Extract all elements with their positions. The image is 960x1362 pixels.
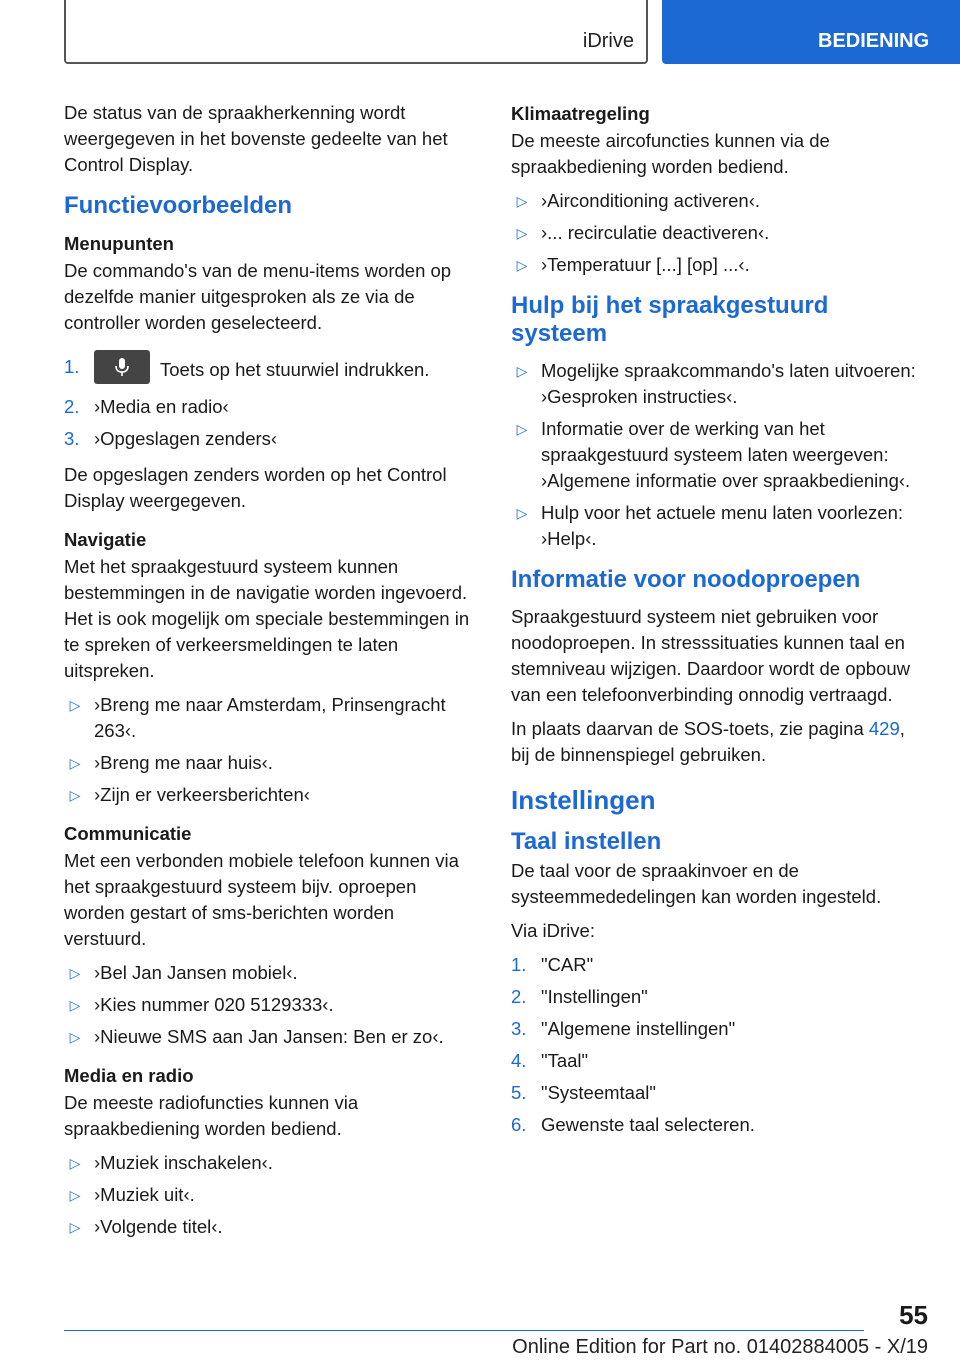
heading-menupunten: Menupunten	[64, 233, 174, 254]
footer-edition: Online Edition for Part no. 01402884005 - X/19	[512, 1336, 928, 1358]
list-item	[511, 1112, 923, 1138]
header-chapter-tab	[662, 0, 960, 64]
triangle-right-icon: ▷	[516, 193, 528, 209]
step-number: 3.	[64, 428, 80, 449]
list-item	[64, 750, 476, 776]
step-text: Gewenste taal selecteren.	[541, 1114, 755, 1135]
list-item-text: ›Breng me naar Amsterdam, Prinsengracht 263‹.	[94, 694, 446, 741]
media-list	[64, 1150, 476, 1240]
list-item-text: ›... recirculatie deactiveren‹.	[541, 222, 770, 243]
list-item	[511, 188, 923, 214]
heading-klimaatregeling: Klimaatregeling	[511, 103, 650, 124]
intro-paragraph: De status van de spraakherkenning wordt weergegeven in het bovenste gedeelte van het Control Display.	[64, 102, 448, 175]
list-item-text: Hulp voor het actuele menu laten voorlezen: ›Help‹.	[541, 502, 903, 549]
step-text: "Algemene instellingen"	[541, 1018, 736, 1039]
nood-text-a: In plaats daarvan de SOS-toets, zie pagina	[511, 718, 869, 739]
triangle-right-icon: ▷	[69, 697, 81, 713]
triangle-right-icon: ▷	[516, 257, 528, 273]
step-text: "Instellingen"	[541, 986, 648, 1007]
header-section-label: iDrive	[582, 30, 634, 52]
list-item	[511, 1016, 923, 1042]
triangle-right-icon: ▷	[516, 421, 528, 437]
triangle-right-icon: ▷	[69, 1187, 81, 1203]
navigatie-paragraph: Met het spraakgestuurd systeem kunnen bestemmingen in de navigatie worden ingevoerd. Het is ook mogelijk om speciale bestemmingen in te spreken of verkeersmeldingen te laten uitspreken.	[64, 556, 470, 681]
list-item	[64, 426, 476, 452]
list-item	[64, 782, 476, 808]
heading-media-radio: Media en radio	[64, 1065, 194, 1086]
heading-navigatie: Navigatie	[64, 529, 147, 550]
list-item-text: ›Kies nummer 020 5129333‹.	[94, 994, 334, 1015]
hulp-list	[511, 358, 923, 552]
step-number: 3.	[511, 1018, 527, 1039]
step-text: ›Media en radio‹	[94, 396, 229, 417]
heading-communicatie: Communicatie	[64, 823, 192, 844]
list-item-text: Informatie over de werking van het spraakgestuurd systeem laten weergeven: ›Algemene informatie over spraakbediening‹.	[541, 418, 911, 491]
header-chapter-label: BEDIENING	[818, 30, 930, 52]
triangle-right-icon: ▷	[69, 997, 81, 1013]
list-item	[511, 358, 923, 410]
page-link-429[interactable]: 429	[868, 718, 900, 739]
step-text: "CAR"	[541, 954, 594, 975]
heading-hulp: Hulp bij het spraakgestuurd systeem	[511, 292, 829, 347]
left-column	[64, 100, 476, 1250]
list-item	[511, 1048, 923, 1074]
list-item	[64, 1150, 476, 1176]
triangle-right-icon: ▷	[516, 225, 528, 241]
taal-paragraph: De taal voor de spraakinvoer en de systeemmededelingen kan worden ingesteld.	[511, 860, 882, 907]
menu-steps	[64, 354, 476, 452]
step-number: 2.	[511, 986, 527, 1007]
list-item	[64, 692, 476, 744]
step-text: Toets op het stuurwiel indrukken.	[160, 358, 430, 380]
zenders-paragraph: De opgeslagen zenders worden op het Control Display weergegeven.	[64, 464, 447, 511]
footer-divider	[64, 1330, 864, 1331]
header-section-tab	[64, 0, 648, 64]
list-item	[511, 252, 923, 278]
list-item	[64, 960, 476, 986]
list-item-text: ›Volgende titel‹.	[94, 1216, 223, 1237]
menupunten-paragraph: De commando's van de menu-items worden op dezelfde manier uitgesproken als ze via de controller worden geselecteerd.	[64, 260, 452, 333]
triangle-right-icon: ▷	[69, 965, 81, 981]
list-item	[511, 500, 923, 552]
list-item	[511, 220, 923, 246]
list-item-text: ›Muziek inschakelen‹.	[94, 1152, 273, 1173]
step-text: "Systeemtaal"	[541, 1082, 656, 1103]
via-idrive: Via iDrive:	[511, 920, 595, 941]
list-item-text: ›Zijn er verkeersberichten‹	[94, 784, 310, 805]
list-item	[64, 1182, 476, 1208]
triangle-right-icon: ▷	[69, 787, 81, 803]
nood-paragraph-2	[511, 716, 923, 768]
microphone-icon	[112, 356, 132, 378]
triangle-right-icon: ▷	[69, 755, 81, 771]
list-item-text: ›Temperatuur [...] [op] ...‹.	[541, 254, 750, 275]
triangle-right-icon: ▷	[516, 363, 528, 379]
nood-paragraph-1: Spraakgestuurd systeem niet gebruiken voor noodoproepen. In stresssituaties kunnen taal en stemniveau wijzigen. Daardoor wordt de opbouw van een telefoonverbinding onnodig vertraagd.	[511, 606, 910, 705]
list-item	[511, 952, 923, 978]
triangle-right-icon: ▷	[69, 1029, 81, 1045]
klimaat-paragraph: De meeste aircofuncties kunnen via de spraakbediening worden bediend.	[511, 130, 830, 177]
list-item	[511, 416, 923, 494]
list-item-text: ›Airconditioning activeren‹.	[541, 190, 761, 211]
list-item-text: Mogelijke spraakcommando's laten uitvoeren: ›Gesproken instructies‹.	[541, 360, 916, 407]
list-item-text: ›Nieuwe SMS aan Jan Jansen: Ben er zo‹.	[94, 1026, 444, 1047]
list-item	[511, 1080, 923, 1106]
media-paragraph: De meeste radiofuncties kunnen via spraakbediening worden bediend.	[64, 1092, 359, 1139]
list-item	[64, 354, 476, 388]
step-number: 5.	[511, 1082, 527, 1103]
voice-button-image	[94, 350, 150, 384]
navigatie-list	[64, 692, 476, 808]
step-number: 2.	[64, 396, 80, 417]
step-number: 6.	[511, 1114, 527, 1135]
heading-taal-instellen: Taal instellen	[511, 828, 662, 855]
right-column	[511, 100, 923, 1148]
triangle-right-icon: ▷	[516, 505, 528, 521]
triangle-right-icon: ▷	[69, 1155, 81, 1171]
list-item	[64, 1024, 476, 1050]
communicatie-paragraph: Met een verbonden mobiele telefoon kunnen via het spraakgestuurd systeem bijv. oproepen worden gestart of sms-berichten worden verstuurd.	[64, 850, 459, 949]
list-item-text: ›Breng me naar huis‹.	[94, 752, 273, 773]
nood-text-b: , bij de binnenspiegel gebruiken.	[511, 718, 905, 765]
heading-functievoorbeelden: Functievoorbeelden	[64, 192, 293, 219]
klimaat-list	[511, 188, 923, 278]
list-item	[64, 1214, 476, 1240]
list-item-text: ›Muziek uit‹.	[94, 1184, 195, 1205]
step-number: 4.	[511, 1050, 527, 1071]
list-item	[64, 992, 476, 1018]
list-item-text: ›Bel Jan Jansen mobiel‹.	[94, 962, 298, 983]
list-item	[64, 394, 476, 420]
step-number: 1.	[511, 954, 527, 975]
triangle-right-icon: ▷	[69, 1219, 81, 1235]
taal-steps	[511, 952, 923, 1138]
page-number: 55	[899, 1300, 928, 1330]
heading-noodoproepen: Informatie voor noodoproepen	[511, 566, 861, 593]
step-text: ›Opgeslagen zenders‹	[94, 428, 278, 449]
communicatie-list	[64, 960, 476, 1050]
list-item	[511, 984, 923, 1010]
step-text: "Taal"	[541, 1050, 589, 1071]
heading-instellingen: Instellingen	[511, 785, 656, 815]
step-number: 1.	[64, 356, 80, 377]
